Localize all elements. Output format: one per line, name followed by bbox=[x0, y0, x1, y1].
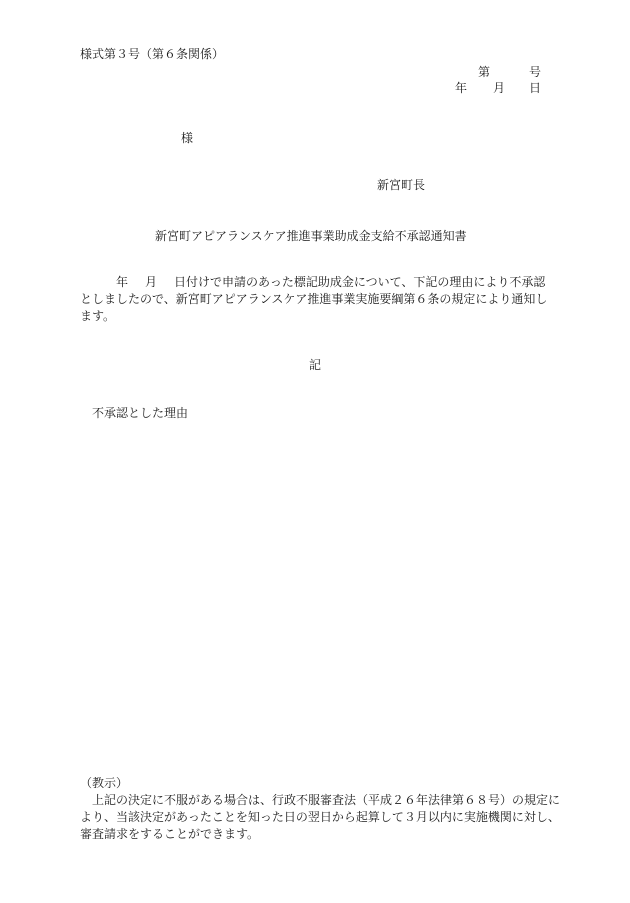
doc-number-prefix: 第 bbox=[478, 65, 491, 79]
reason-label: 不承認とした理由 bbox=[92, 406, 189, 420]
notice-block bbox=[80, 775, 560, 843]
document-title: 新宮町アピアランスケア推進事業助成金支給不承認通知書 bbox=[155, 229, 467, 243]
sender-name: 新宮町長 bbox=[377, 178, 426, 192]
date-day: 日 bbox=[529, 81, 542, 95]
notice-line-1: 上記の決定に不服がある場合は、行政不服審査法（平成２６年法律第６８号）の規定に bbox=[92, 793, 561, 807]
notice-line-2: より、当該決定があったことを知った日の翌日から起算して３月以内に実施機関に対し、 bbox=[80, 810, 560, 824]
doc-number-suffix: 号 bbox=[529, 65, 542, 79]
notice-heading: （教示） bbox=[80, 776, 129, 790]
body-line-1-text: 日付けで申請のあった標記助成金について、下記の理由により不承認 bbox=[174, 275, 546, 289]
body-year: 年 bbox=[116, 275, 129, 289]
ki-heading: 記 bbox=[309, 358, 322, 372]
form-label: 様式第３号（第６条関係） bbox=[80, 47, 225, 61]
date-year: 年 bbox=[455, 81, 468, 95]
notice-line-3: 審査請求をすることができます。 bbox=[80, 827, 260, 841]
body-month: 月 bbox=[145, 275, 158, 289]
body-line-1 bbox=[80, 274, 556, 291]
body-paragraph bbox=[80, 274, 556, 325]
date-month: 月 bbox=[493, 81, 506, 95]
body-line-3: ます。 bbox=[80, 309, 116, 323]
addressee-honorific: 様 bbox=[181, 131, 194, 145]
body-line-2: としましたので、新宮町アピアランスケア推進事業実施要綱第６条の規定により通知し bbox=[80, 292, 548, 306]
